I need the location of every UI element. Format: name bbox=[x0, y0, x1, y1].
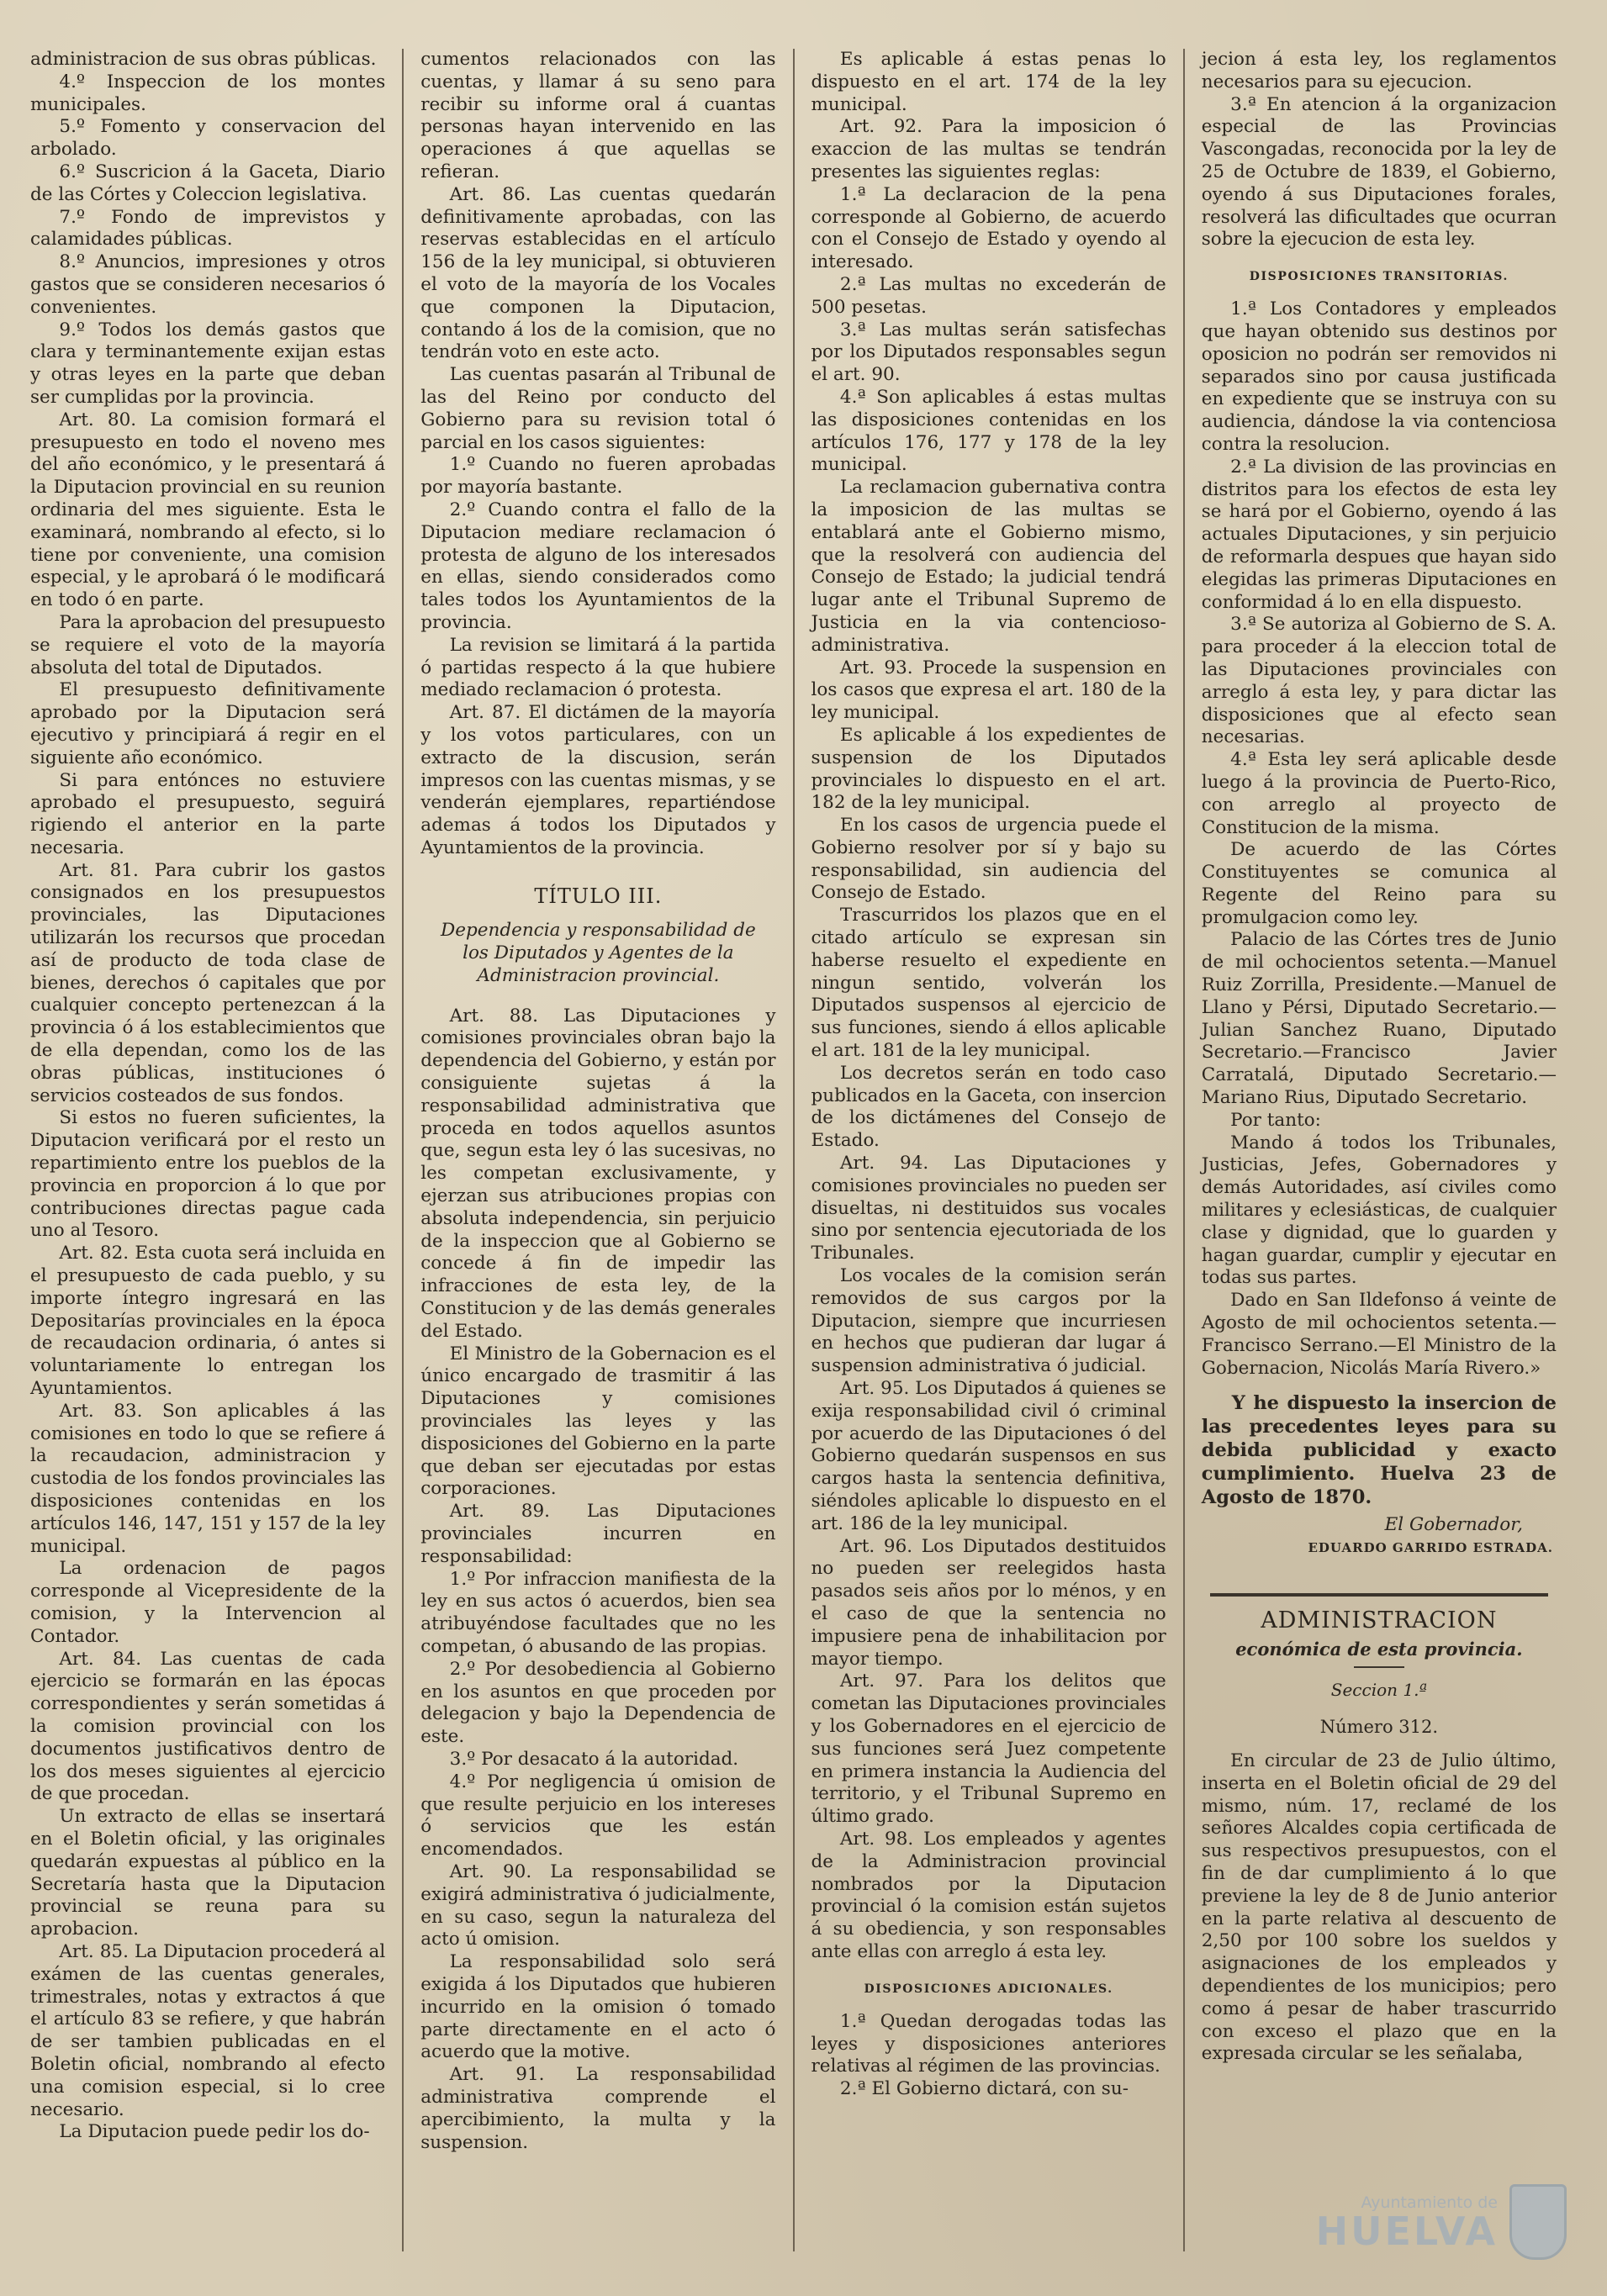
paragraph: Art. 94. Las Diputaciones y comisiones provinciales no pueden ser disueltas, ni destituidos sus vocales sino por sentencia ejecutoriada de los Tribunales. bbox=[811, 1153, 1166, 1264]
paragraph: 2.ª Las multas no excederán de 500 pesetas. bbox=[811, 273, 1166, 318]
paragraph: jecion á esta ley, los reglamentos necesarios para su ejecucion. bbox=[1201, 49, 1557, 92]
paragraph: La ordenacion de pagos corresponde al Vicepresidente de la comision, y la Intervencion al Contador. bbox=[30, 1558, 386, 1647]
paragraph: Art. 90. La responsabilidad se exigirá administrativa ó judicialmente, en su caso, segun la naturaleza del acto ú omision. bbox=[420, 1861, 776, 1950]
paragraph: Art. 92. Para la imposicion ó exaccion de las multas se tendrán presentes las siguientes reglas: bbox=[811, 116, 1166, 182]
column-1 bbox=[25, 49, 402, 2251]
signer-title: El Gobernador, bbox=[1384, 1514, 1523, 1536]
paragraph: Art. 80. La comision formará el presupuesto en todo el noveno mes del año económico, y le presentará á la Diputacion provincial en su reunion ordinaria del mes siguiente. Esta le examinará, nombrando al efecto, si lo tiene por conveniente, una comision especial, y le aprobará ó le modificará en todo ó en parte. bbox=[30, 409, 386, 611]
paragraph: Art. 95. Los Diputados á quienes se exija responsabilidad civil ó criminal por acuerdo de las Diputaciones ó del Gobierno quedarán suspensos en sus cargos hasta la sentencia definitiva, siéndoles aplicable lo dispuesto en el art. 186 de la ley municipal. bbox=[811, 1378, 1166, 1534]
paragraph: Un extracto de ellas se insertará en el Boletin oficial, y las originales quedarán expuestas al público en la Secretaría hasta que la Diputacion provincial se reuna para su aprobacion. bbox=[30, 1806, 386, 1940]
paragraph: Art. 89. Las Diputaciones provinciales incurren en responsabilidad: bbox=[420, 1501, 776, 1567]
paragraph: 8.º Anuncios, impresiones y otros gastos que se consideren necesarios ó convenientes. bbox=[30, 251, 386, 318]
paragraph: Para la aprobacion del presupuesto se requiere el voto de la mayoría absoluta del total de Diputados. bbox=[30, 611, 386, 678]
paragraph: 7.º Fondo de imprevistos y calamidades públicas. bbox=[30, 206, 386, 251]
paragraph: Trascurridos los plazos que en el citado artículo se expresan sin haberse resuelto el expediente en ningun sentido, volverán los Diputados suspensos al ejercicio de sus funciones, siendo á ellos aplicable el art. 181 de la ley municipal. bbox=[811, 905, 1166, 1062]
paragraph: 4.ª Esta ley será aplicable desde luego á la provincia de Puerto-Rico, con arreglo al proyecto de Constitucion de la misma. bbox=[1201, 749, 1557, 838]
paragraph: 4.º Por negligencia ú omision de que resulte perjuicio en los intereses ó servicios que les están encomendados. bbox=[420, 1771, 776, 1861]
paragraph: Art. 84. Las cuentas de cada ejercicio se formarán en las épocas correspondientes y serán sometidas á la comision provincial con los documentos justificativos dentro de los dos meses siguientes al ejercicio de que procedan. bbox=[30, 1648, 386, 1805]
paragraph: 2.º Por desobediencia al Gobierno en los asuntos en que proceden por delegacion y bajo la Dependencia de este. bbox=[420, 1658, 776, 1748]
paragraph: El Ministro de la Gobernacion es el único encargado de trasmitir á las Diputaciones y comisiones provinciales las leyes y las disposiciones del Gobierno en la parte que deban ser ejecutadas por estas corporaciones. bbox=[420, 1343, 776, 1500]
paragraph: La revision se limitará á la partida ó partidas respecto á la que hubiere mediado reclamacion ó protesta. bbox=[420, 634, 776, 701]
paragraph: Si para entónces no estuviere aprobado el presupuesto, seguirá rigiendo el anterior en la parte necesaria. bbox=[30, 769, 386, 858]
paragraph: 3.ª Se autoriza al Gobierno de S. A. para proceder á la eleccion total de las Diputaciones provinciales con arreglo á esta ley, y para dictar las disposiciones que al efecto sean necesarias. bbox=[1201, 614, 1557, 748]
paragraph: Mando á todos los Tribunales, Justicias, Jefes, Gobernadores y demás Autoridades, así civiles como militares y eclesiásticas, de cualquier clase y dignidad, que lo guarden y hagan guardar, cumplir y ejecutar en todas sus partes. bbox=[1201, 1132, 1557, 1289]
paragraph: Art. 85. La Diputacion procederá al exámen de las cuentas generales, trimestrales, notas y extractos á que el artículo 83 se refiere, y que habrán de ser tambien publicadas en el Boletin oficial, nombrando al efecto una comision especial, si lo cree necesario. bbox=[30, 1940, 386, 2120]
column-3 bbox=[793, 49, 1183, 2251]
paragraph: Art. 96. Los Diputados destituidos no pueden ser reelegidos hasta pasados seis años por lo ménos, y en el caso de que la sentencia no impusiere pena de inhabilitacion por mayor tiempo. bbox=[811, 1535, 1166, 1670]
transitional-provisions-title: DISPOSICIONES TRANSITORIAS. bbox=[1249, 270, 1509, 284]
paragraph: Por tanto: bbox=[1230, 1109, 1321, 1131]
paragraph: 5.º Fomento y conservacion del arbolado. bbox=[30, 116, 386, 161]
paragraph: 9.º Todos los demás gastos que clara y terminantemente exijan estas y otras leyes en la parte que deban ser cumplidas por la provincia. bbox=[30, 319, 386, 408]
paragraph: La Diputacion puede pedir los do- bbox=[59, 2121, 370, 2143]
paragraph: La responsabilidad solo será exigida á los Diputados que hubieren incurrido en la omision ó tomado parte directamente en el acto ó acuerdo que la motive. bbox=[420, 1951, 776, 2063]
paragraph: Es aplicable á los expedientes de suspension de los Diputados provinciales lo dispuesto en el art. 182 de la ley municipal. bbox=[811, 724, 1166, 814]
section-title: TÍTULO III. bbox=[534, 884, 663, 908]
paragraph: 6.º Suscricion á la Gaceta, Diario de las Córtes y Coleccion legislativa. bbox=[30, 161, 386, 205]
section-label: Seccion 1.ª bbox=[1330, 1680, 1427, 1701]
paragraph: En circular de 23 de Julio último, inserta en el Boletin oficial de 29 del mismo, núm. 17, reclamé de los señores Alcaldes copia certificada de sus respectivos presupuestos, con el fin de dar cumplimiento á lo que previene la ley de 8 de Junio anterior en la parte relativa al descuento de 2,50 por 100 sobre los sueldos y asignaciones de los empleados y dependientes de los municipios; pero como á pesar de haber trascurrido con exceso el plazo que en la expresada circular se les señalaba, bbox=[1201, 1750, 1557, 2065]
watermark-text bbox=[1315, 2193, 1498, 2254]
section-subtitle: Dependencia y responsabilidad de los Diputados y Agentes de la Administracion provincial. bbox=[441, 919, 756, 986]
paragraph: Art. 83. Son aplicables á las comisiones en todo lo que se refiere á la recaudacion, administracion y custodia de los fondos provinciales las disposiciones contenidas en los artículos 146, 147, 151 y 157 de la ley municipal. bbox=[30, 1400, 386, 1557]
paragraph: Art. 88. Las Diputaciones y comisiones provinciales obran bajo la dependencia del Gobierno, y están por consiguiente sujetas á la responsabilidad administrativa que proceda en todos aquellos asuntos que, segun esta ley ó las sucesivas, no les competan exclusivamente, y ejerzan sus atribuciones propias con absoluta independencia, sin perjuicio de la inspeccion que al Gobierno se concede á fin de impedir las infracciones de esta ley, de la Constitucion y de las demás generales del Estado. bbox=[420, 1005, 776, 1342]
paragraph: Art. 86. Las cuentas quedarán definitivamente aprobadas, con las reservas establecidas en el artículo 156 de la ley municipal, si obtuvieren el voto de la mayoría de los Vocales que componen la Diputacion, contando á los de la comision, que no tendrán voto en este acto. bbox=[420, 183, 776, 363]
paragraph: 2.ª El Gobierno dictará, con su- bbox=[839, 2078, 1129, 2100]
paragraph: Art. 81. Para cubrir los gastos consignados en los presupuestos provinciales, las Diputaciones utilizarán los recursos que procedan así de producto de toda clase de bienes, derechos ó capitales que por cualquier concepto pertenezcan á la provincia ó á los establecimientos que de ella dependan, como los de las obras públicas, instituciones ó servicios costeados de sus fondos. bbox=[30, 859, 386, 1106]
administration-heading: ADMINISTRACION bbox=[1261, 1607, 1498, 1634]
paragraph: 1.º Cuando no fueren aprobadas por mayoría bastante. bbox=[420, 454, 776, 499]
paragraph: Si estos no fueren suficientes, la Diputacion verificará por el resto un repartimiento entre los pueblos de la provincia en proporcion á lo que por contribuciones directas pague cada uno al Tesoro. bbox=[30, 1107, 386, 1242]
paragraph: 3.ª En atencion á la organizacion especial de las Provincias Vascongadas, reconocida por la ley de 25 de Octubre de 1839, el Gobierno, oyendo á sus Diputaciones forales, resolverá las dificultades que ocurran sobre la ejecucion de esta ley. bbox=[1201, 93, 1557, 251]
paragraph: Dado en San Ildefonso á veinte de Agosto de mil ochocientos setenta.—Francisco Serrano.—El Ministro de la Gobernacion, Nicolás María Rivero.» bbox=[1201, 1290, 1557, 1379]
paragraph: Art. 97. Para los delitos que cometan las Diputaciones provinciales y los Gobernadores en el ejercicio de sus funciones será Juez competente en primera instancia la Audiencia del territorio, y el Tribunal Supremo en último grado. bbox=[811, 1671, 1166, 1828]
paragraph: 1.ª Quedan derogadas todas las leyes y disposiciones anteriores relativas al régimen de las provincias. bbox=[811, 2010, 1166, 2077]
paragraph: 3.º Por desacato á la autoridad. bbox=[449, 1748, 739, 1770]
paragraph: Es aplicable á estas penas lo dispuesto en el art. 174 de la ley municipal. bbox=[811, 49, 1166, 115]
paragraph: 1.ª La declaracion de la pena corresponde al Gobierno, de acuerdo con el Consejo de Estado y oyendo al interesado. bbox=[811, 183, 1166, 273]
paragraph: En los casos de urgencia puede el Gobierno resolver por sí y bajo su responsabilidad, sin audiencia del Consejo de Estado. bbox=[811, 815, 1166, 904]
paragraph: Art. 82. Esta cuota será incluida en el presupuesto de cada pueblo, y su importe íntegro ingresará en las Depositarías provinciales en la época de recaudacion ordinaria, ó antes si voluntariamente lo entregan los Ayuntamientos. bbox=[30, 1243, 386, 1400]
column-2 bbox=[402, 49, 792, 2251]
paragraph: 1.ª Los Contadores y empleados que hayan obtenido sus destinos por oposicion no podrán ser removidos ni separados sino por causa justificada en expediente que se instruya con su audiencia, dándose la via contenciosa contra la resolucion. bbox=[1201, 298, 1557, 455]
columns bbox=[25, 49, 1573, 2254]
paragraph: administracion de sus obras públicas. bbox=[30, 49, 377, 70]
paragraph: Las cuentas pasarán al Tribunal de las del Reino por conducto del Gobierno para su revision total ó parcial en los casos siguientes: bbox=[420, 364, 776, 453]
paragraph: cumentos relacionados con las cuentas, y llamar á su seno para recibir su informe oral á cuantas personas hayan intervenido en las operaciones á que aquellas se refieran. bbox=[420, 49, 776, 182]
paragraph: Art. 98. Los empleados y agentes de la Administracion provincial nombrados por la Diputacion provincial ó la comision están sujetos á su obediencia, y son responsables ante ellas con arreglo á esta ley. bbox=[811, 1828, 1166, 1962]
paragraph: De acuerdo de las Córtes Constituyentes se comunica al Regente del Reino para su promulgacion como ley. bbox=[1201, 839, 1557, 928]
paragraph: La reclamacion gubernativa contra la imposicion de las multas se entablará ante el Gobierno mismo, que la resolverá con audiencia del Consejo de Estado; la judicial tendrá lugar ante el Tribunal Supremo de Justicia en la via contencioso-administrativa. bbox=[811, 477, 1166, 656]
paragraph: Art. 93. Procede la suspension en los casos que expresa el art. 180 de la ley municipal. bbox=[811, 657, 1166, 724]
paragraph: Los decretos serán en todo caso publicados en la Gaceta, con insercion de los dictámenes del Consejo de Estado. bbox=[811, 1062, 1166, 1152]
small-divider bbox=[1354, 1666, 1404, 1668]
paragraph: 4.ª Son aplicables á estas multas las disposiciones contenidas en los artículos 176, 177 y 178 de la ley municipal. bbox=[811, 386, 1166, 476]
paragraph: 2.º Cuando contra el fallo de la Diputacion mediare reclamacion ó protesta de alguno de los interesados en ellas, siendo considerados como tales todos los Ayuntamientos de la provincia. bbox=[420, 499, 776, 633]
paragraph: El presupuesto definitivamente aprobado por la Diputacion será ejecutivo y principiará á regir en el siguiente año económico. bbox=[30, 679, 386, 768]
paragraph: Palacio de las Córtes tres de Junio de mil ochocientos setenta.—Manuel Ruiz Zorrilla, Presidente.—Manuel de Llano y Pérsi, Diputado Secretario.—Julian Sanchez Ruano, Diputado Secretario.—Francisco Javier Carratalá, Diputado Secretario.—Mariano Rius, Diputado Secretario. bbox=[1201, 929, 1557, 1109]
section-divider bbox=[1210, 1593, 1548, 1597]
paragraph: 3.ª Las multas serán satisfechas por los Diputados responsables segun el art. 90. bbox=[811, 319, 1166, 386]
signer-name: EDUARDO GARRIDO ESTRADA. bbox=[1308, 1540, 1553, 1556]
paragraph: 1.º Por infraccion manifiesta de la ley en sus actos ó acuerdos, bien sea atribuyéndose facultades que no les competan, ó abusando de las propias. bbox=[420, 1568, 776, 1657]
watermark-line-1: Ayuntamiento de bbox=[1361, 2193, 1498, 2212]
additional-provisions-title: DISPOSICIONES ADICIONALES. bbox=[864, 1982, 1113, 1996]
paragraph: 4.º Inspeccion de los montes municipales. bbox=[30, 71, 386, 115]
coat-of-arms-icon bbox=[1509, 2184, 1567, 2260]
notice-number: Número 312. bbox=[1319, 1717, 1439, 1738]
paragraph: 2.ª La division de las provincias en distritos para los efectos de esta ley se hará por el Gobierno, oyendo á las actuales Diputaciones, y sin perjuicio de reformarla despues que hayan sido elegidas las primeras Diputaciones en conformidad á lo en ella dispuesto. bbox=[1201, 456, 1557, 613]
paragraph: Los vocales de la comision serán removidos de sus cargos por la Diputacion, siempre que incurriesen en hechos que pudieran dar lugar á suspension administrativa ó judicial. bbox=[811, 1265, 1166, 1377]
watermark-line-2: HUELVA bbox=[1315, 2209, 1498, 2254]
administration-subheading: económica de esta provincia. bbox=[1235, 1639, 1523, 1660]
archive-watermark bbox=[1298, 2182, 1567, 2262]
paragraph: Art. 91. La responsabilidad administrativa comprende el apercibimiento, la multa y la suspension. bbox=[420, 2064, 776, 2153]
closing-statement: Y he dispuesto la insercion de las precedentes leyes para su debida publicidad y exacto cumplimiento. Huelva 23 de Agosto de 1870. bbox=[1201, 1392, 1557, 1509]
paragraph: Art. 87. El dictámen de la mayoría y los votos particulares, con un extracto de la discusion, serán impresos con las cuentas mismas, y se venderán ejemplares, repartiéndose ademas á todos los Diputados y Ayuntamientos de la provincia. bbox=[420, 702, 776, 858]
column-4 bbox=[1183, 49, 1573, 2254]
